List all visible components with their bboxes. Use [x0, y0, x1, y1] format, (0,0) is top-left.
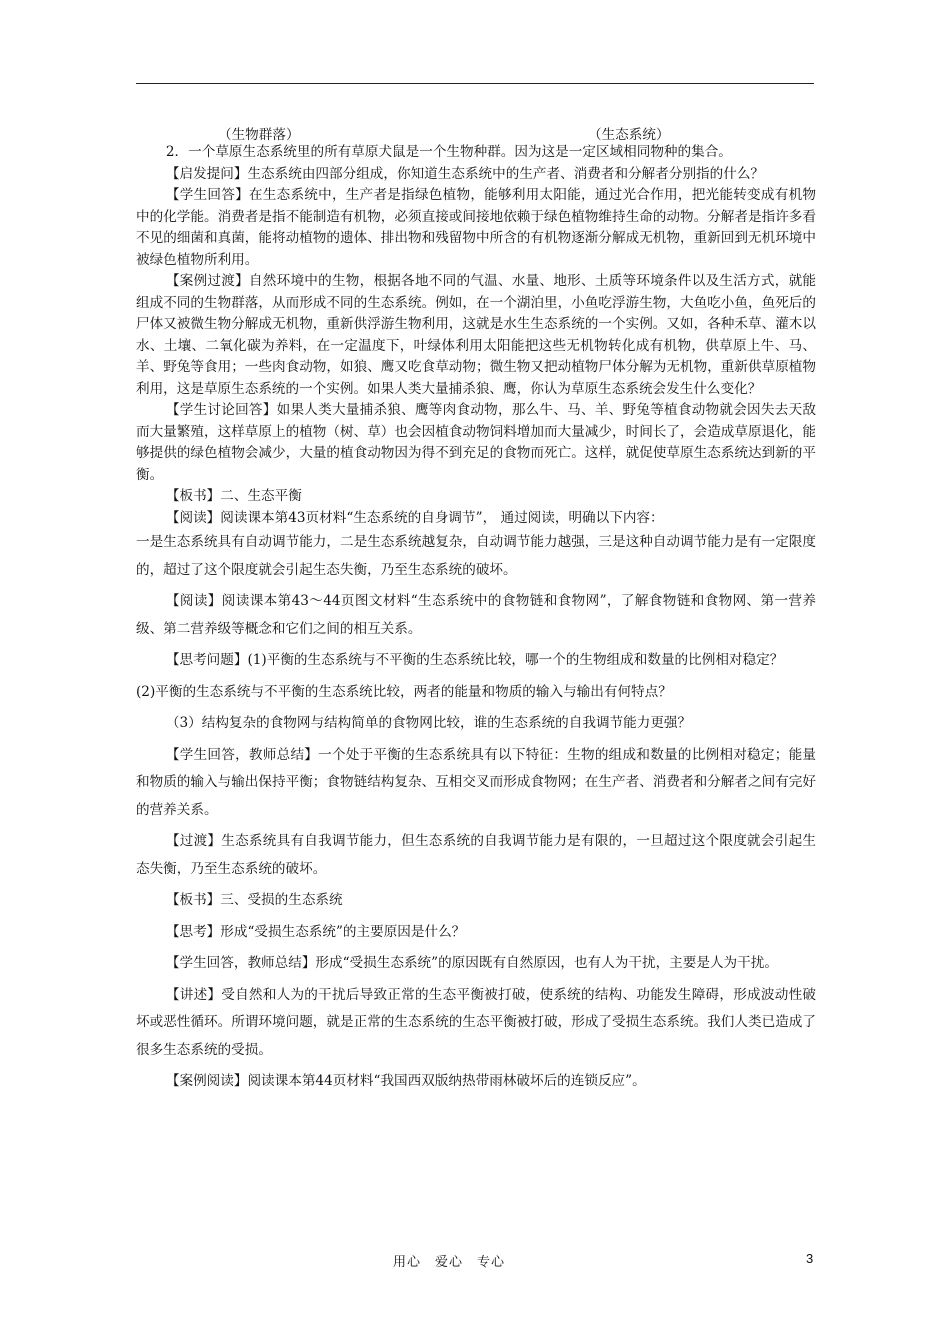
paragraph: (2)平衡的生态系统与不平衡的生态系统比较，两者的能量和物质的输入与输出有何特点？	[136, 683, 672, 700]
paragraph: 【过渡】生态系统具有自我调节能力，但生态系统的自我调节能力是有限的，一旦超过这个限度就会引起生态失衡，乃至生态系统的破坏。	[136, 833, 816, 877]
paragraph: 【学生讨论回答】如果人类大量捕杀狼、鹰等肉食动物，那么牛、马、羊、野兔等植食动物就会因失去天敌而大量繁殖，这样草原上的植物（树、草）也会因植食动物饲料增加而大量减少，时间长了，会造成草原退化，能够提供的绿色植物会减少，大量的植食动物因为得不到充足的食物而死亡。这样，就促使草原生态系统达到新的平衡。	[136, 402, 816, 483]
caption-ecosystem: （生态系统）	[588, 127, 670, 143]
paragraph: 【阅读】阅读课本第43页材料“生态系统的自身调节”， 通过阅读，明确以下内容：	[165, 509, 664, 526]
paragraph: （3）结构复杂的食物网与结构简单的食物网比较，谁的生态系统的自我调节能力更强？	[165, 715, 692, 731]
page-body	[136, 120, 816, 1096]
paragraph: 【思考】形成“受损生态系统”的主要原因是什么？	[165, 923, 466, 940]
paragraph: 【学生回答】在生态系统中，生产者是指绿色植物，能够利用太阳能，通过光合作用，把光能转变成有机物中的化学能。消费者是指不能制造有机物，必须直接或间接地依赖于绿色植物维持生命的动物。分解者是指许多看不见的细菌和真菌，能将动植物的遗体、排出物和残留物中所含的有机物逐渐分解成无机物，重新回到无机环境中被绿色植物所利用。	[136, 187, 816, 268]
paragraph: 【思考问题】(1)平衡的生态系统与不平衡的生态系统比较，哪一个的生物组成和数量的比例相对稳定？	[165, 652, 784, 668]
paragraph: 一是生态系统具有自动调节能力，二是生态系统越复杂，自动调节能力越强，三是这种自动调节能力是有一定限度的，超过了这个限度就会引起生态失衡，乃至生态系统的破坏。	[136, 534, 816, 578]
figure-captions	[136, 120, 816, 142]
paragraph: 【讲述】受自然和人为的干扰后导致正常的生态平衡被打破，使系统的结构、功能发生障碍，形成波动性破坏或恶性循环。所谓环境问题，就是正常的生态系统的生态平衡被打破，形成了受损生态系统。我们人类已造成了很多生态系统的受损。	[136, 986, 816, 1058]
paragraph: 【启发提问】生态系统由四部分组成，你知道生态系统中的生产者、消费者和分解者分别指的什么？	[165, 165, 765, 182]
section-heading: 【板书】二、生态平衡	[165, 488, 302, 504]
footer-motto: 用心 爱心 专心	[393, 1255, 506, 1270]
caption-biological-community: （生物群落）	[218, 127, 300, 143]
paragraph: 【阅读】阅读课本第43～44页图文材料“生态系统中的食物链和食物网”，了解食物链和食物网、第一营养级、第二营养级等概念和它们之间的相互关系。	[136, 593, 816, 637]
paragraph: 【学生回答，教师总结】形成“受损生态系统”的原因既有自然原因，也有人为干扰，主要是人为干扰。	[165, 955, 778, 971]
paragraph: 【案例阅读】阅读课本第44页材料“我国西双版纳热带雨林破坏后的连锁反应”。	[165, 1073, 646, 1089]
paragraph: 【学生回答，教师总结】一个处于平衡的生态系统具有以下特征：生物的组成和数量的比例相对稳定；能量和物质的输入与输出保持平衡；食物链结构复杂、互相交叉而形成食物网；在生产者、消费者和分解者之间有完好的营养关系。	[136, 746, 816, 818]
page-number: 3	[806, 1251, 814, 1266]
paragraph: 【案例过渡】自然环境中的生物，根据各地不同的气温、水量、地形、土质等环境条件以及生活方式，就能组成不同的生物群落，从而形成不同的生态系统。例如，在一个湖泊里，小鱼吃浮游生物，大鱼吃小鱼，鱼死后的尸体又被微生物分解成无机物，重新供浮游生物利用，这就是水生生态系统的一个实例。又如，各种禾草、灌木以水、土壤、二氧化碳为养料，在一定温度下，叶绿体利用太阳能把这些无机物转化成有机物，供草原上牛、马、羊、野兔等食用；一些肉食动物，如狼、鹰又吃食草动物；微生物又把动植物尸体分解为无机物，重新供草原植物利用，这是草原生态系统的一个实例。如果人类大量捕杀狼、鹰，你认为草原生态系统会发生什么变化？	[136, 273, 816, 397]
header-rule	[136, 83, 814, 84]
paragraph: 2．一个草原生态系统里的所有草原犬鼠是一个生物种群。因为这是一定区域相同物种的集合。	[165, 144, 732, 160]
section-heading: 【板书】三、受损的生态系统	[165, 892, 343, 908]
